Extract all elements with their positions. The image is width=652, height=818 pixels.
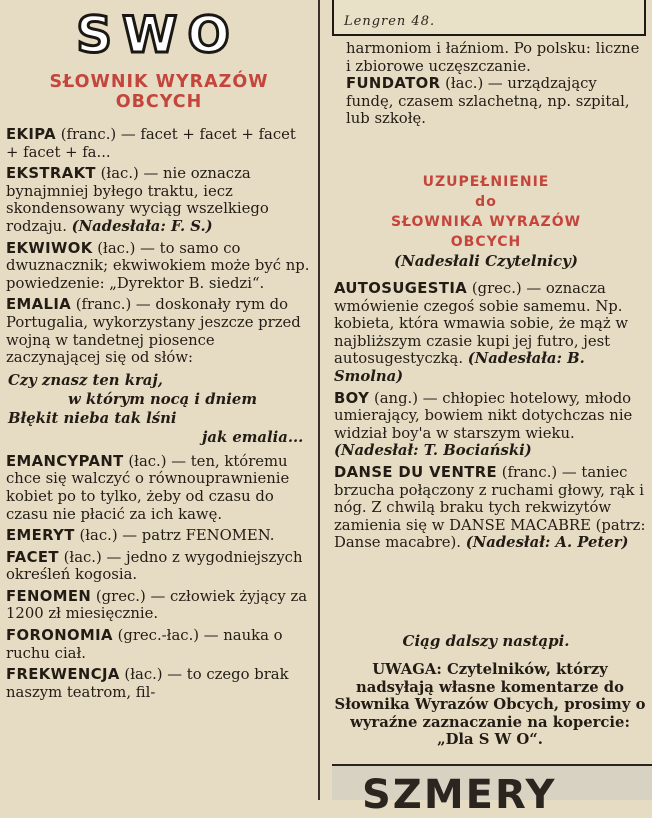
entry-head: FREKWENCJA: [6, 666, 120, 684]
entry-head: BOY: [334, 389, 370, 407]
entry-body: (łac.) — to czego brak naszym teatrom, fil-: [6, 666, 289, 701]
left-column: [0, 0, 320, 800]
entry-facet: [6, 549, 310, 584]
entry-credit: (Nadesłał: T. Bociański): [334, 442, 532, 460]
supplement-line-1: UZUPEŁNIENIE: [422, 174, 550, 190]
entry-head: EKWIWOK: [6, 239, 93, 257]
reader-notice: [334, 661, 646, 749]
entry-head: DANSE DU VENTRE: [334, 463, 498, 481]
entry-body: (grec.-łac.) — nauka o ruchu ciał.: [6, 627, 283, 662]
entry-frekwencja: [6, 666, 310, 701]
dictionary-title-line-1: SŁOWNIK WYRAZÓW: [49, 72, 269, 92]
entry-head: AUTOSUGESTIA: [334, 280, 468, 297]
continuation-note: Ciąg dalszy nastąpi.: [402, 632, 570, 650]
bottom-headline-art: [332, 764, 652, 818]
entry-body: (grec.) — oznacza wmówienie czegoś sobie samemu. Np. kobieta, która wmawia sobie, że mąż w najbliższym czasie kupi jej futro, jest autosugestyczką.: [334, 280, 629, 368]
entry-autosugestia: [334, 280, 646, 386]
supplement-line-4: OBCYCH: [450, 234, 522, 250]
right-entries: [334, 280, 646, 556]
entry-head: FORONOMIA: [6, 627, 113, 645]
bottom-headline-text: SZMERY: [362, 772, 557, 818]
artist-signature: Lengren 48.: [344, 14, 436, 29]
entry-head: FENOMEN: [6, 587, 92, 605]
entry-head: EMANCYPANT: [6, 452, 124, 470]
entry-emancypant: [6, 453, 310, 523]
entry-ekwiwok: [6, 240, 310, 293]
entry-head: FUNDATOR: [346, 75, 441, 93]
entry-boy: [334, 390, 646, 460]
entry-ekipa: [6, 126, 310, 161]
entry-foronomia: [6, 627, 310, 662]
entry-fundator: [346, 75, 646, 128]
poem-line-4: jak emalia...: [202, 428, 304, 446]
supplement-line-2: do: [475, 194, 497, 210]
supplement-subtitle: (Nadesłali Czytelnicy): [393, 252, 578, 270]
entry-head: EMALIA: [6, 296, 72, 314]
entry-body: (łac.) — ten, któremu chce się walczyć o równouprawnienie kobiet po to tylko, żeby od czasu do czasu nie płacić za ich kawę.: [6, 452, 290, 523]
entry-body: (franc.) — doskonały rym do Portugalia, wykorzystany jeszcze przed wojną w tandetnej piosence zaczynającej się od słów:: [6, 296, 301, 367]
poem-quote: [6, 371, 310, 447]
entry-credit: (Nadesłała: B. Smolna): [334, 350, 585, 385]
entry-body: (franc.) — facet + facet + facet + facet + fa...: [6, 126, 296, 161]
supplement-line-3: SŁOWNIKA WYRAZÓW: [390, 214, 582, 230]
entry-fenomen: [6, 588, 310, 623]
entry-credit: (Nadesłał: A. Peter): [465, 534, 629, 552]
notice-label: UWAGA:: [372, 661, 442, 678]
notice-text: Czytelników, którzy nadsyłają własne komentarze do Słownika Wyrazów Obcych, prosimy o wyraźne zaznaczanie na kopercie: „Dla S W O“.: [334, 661, 646, 749]
entry-head: FACET: [6, 548, 59, 566]
continued-text: [346, 40, 646, 132]
entry-body: (łac.) — urządzający fundę, czasem szlachetną, np. szpital, lub szkołę.: [346, 75, 630, 128]
entry-credit: (Nadesłała: F. S.): [71, 217, 213, 235]
entry-body: (łac.) — to samo co dwuznacznik; ekwiwokiem może być np. powiedzenie: „Dyrektor B. siedzi“.: [6, 239, 310, 292]
entry-emeryt: [6, 527, 310, 545]
entry-head: EKSTRAKT: [6, 165, 96, 183]
cartoon-box: [332, 0, 646, 36]
right-column: [320, 0, 652, 818]
entry-body: (łac.) — nie oznacza bynajmniej byłego traktu, iecz skondensowany wyciąg wszelkiego rodzaju.: [6, 165, 269, 235]
entry-body: (ang.) — chłopiec hotelowy, młodo umierający, bowiem nikt dotychczas nie widział boy'a w starszym wieku.: [334, 389, 633, 442]
entry-body: (łac.) — jedno z wygodniejszych określeń kogosia.: [6, 548, 303, 584]
entry-head: EKIPA: [6, 126, 57, 143]
continued-paragraph: harmoniom i łaźniom. Po polsku: liczne i zbiorowe uczęszczanie.: [346, 40, 640, 75]
entry-body: (łac.) — patrz FENOMEN.: [74, 527, 275, 545]
entry-head: EMERYT: [6, 527, 75, 545]
swo-logo: [62, 2, 254, 64]
entry-body: (grec.) — człowiek żyjący za 1200 zł miesięcznie.: [6, 587, 308, 623]
poem-line-1: Czy znasz ten kraj,: [8, 371, 163, 389]
dictionary-title-line-2: OBCYCH: [115, 92, 203, 112]
poem-line-3: Błękit nieba tak lśni: [8, 409, 177, 427]
left-entries: [6, 126, 310, 705]
entry-ekstrakt: [6, 165, 310, 235]
poem-line-2: w którym nocą i dniem: [68, 390, 257, 408]
swo-logo-graphic: [62, 2, 254, 64]
swo-logo-text: SWO: [76, 6, 240, 64]
supplement-title: [320, 172, 652, 252]
entry-emalia: [6, 296, 310, 366]
entry-body: (franc.) — taniec brzucha połączony z ruchami głowy, rąk i nóg. Z chwilą braku tych rekwizytów zamienia się w DANSE MACABRE (patrz: Danse macabre).: [334, 463, 646, 552]
entry-danse-du-ventre: [334, 464, 646, 552]
dictionary-title: [0, 72, 318, 112]
